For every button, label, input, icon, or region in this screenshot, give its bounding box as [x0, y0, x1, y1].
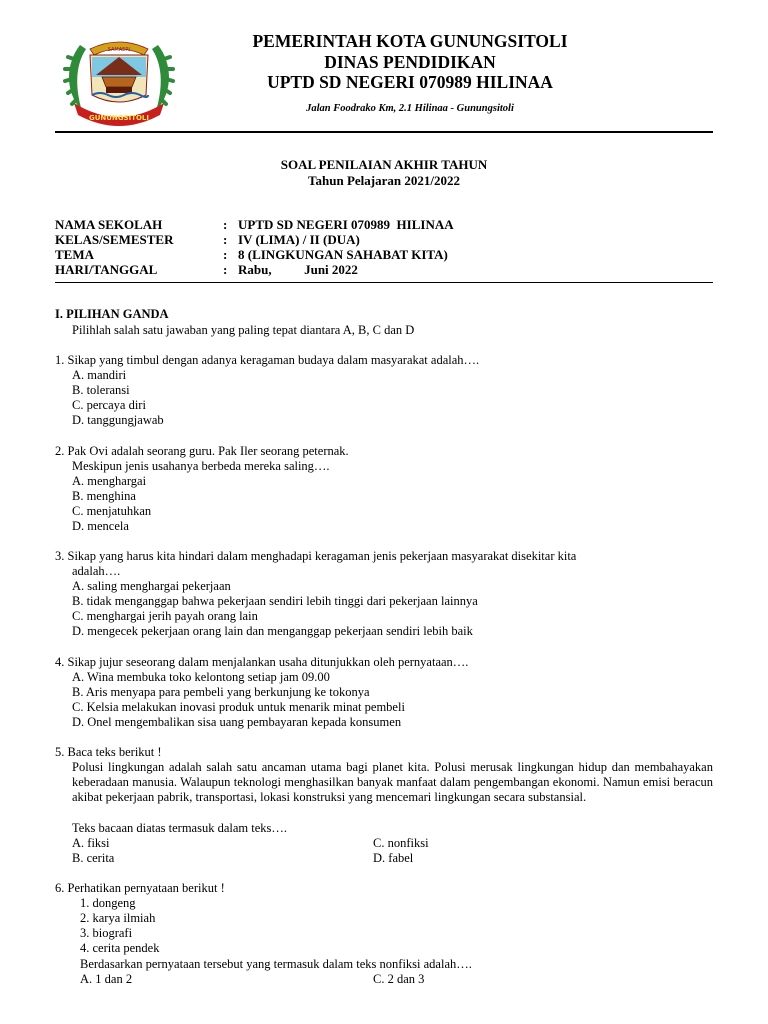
q1-option-d: D. tanggungjawab	[72, 413, 164, 427]
question-2-line2: Meskipun jenis usahanya berbeda mereka saling….	[72, 459, 330, 473]
identity-label: HARI/TANGGAL	[55, 262, 158, 277]
question-2: 2. Pak Ovi adalah seorang guru. Pak Iler seorang peternak.	[55, 444, 349, 458]
identity-value: Rabu, Juni 2022	[238, 262, 358, 277]
question-1: 1. Sikap yang timbul dengan adanya keragaman budaya dalam masyarakat adalah….	[55, 353, 480, 367]
identity-label: KELAS/SEMESTER	[55, 232, 174, 247]
q1-option-b: B. toleransi	[72, 383, 130, 397]
identity-colon: :	[223, 247, 228, 262]
q5-option-c: C. nonfiksi	[373, 836, 429, 850]
logo-top-text: SAMAERI	[107, 47, 131, 53]
q5-option-a: A. fiksi	[72, 836, 110, 850]
question-3-line2: adalah….	[72, 564, 121, 578]
q2-option-d: D. mencela	[72, 519, 129, 533]
q3-option-d: D. mengecek pekerjaan orang lain dan menganggap pekerjaan sendiri lebih baik	[72, 624, 473, 638]
q2-option-c: C. menjatuhkan	[72, 504, 152, 518]
q6-item-1: 1. dongeng	[80, 896, 136, 910]
section-instruction: Pilihlah salah satu jawaban yang paling tepat diantara A, B, C dan D	[72, 323, 415, 337]
identity-row-date	[55, 262, 715, 278]
q4-option-b: B. Aris menyapa para pembeli yang berkunjung ke tokonya	[72, 685, 370, 699]
header-school: UPTD SD NEGERI 070989 HILINAA	[267, 72, 553, 92]
q1-option-c: C. percaya diri	[72, 398, 146, 412]
exam-year: Tahun Pelajaran 2021/2022	[308, 173, 460, 188]
identity-label: TEMA	[55, 247, 94, 262]
q6-question: Berdasarkan pernyataan tersebut yang termasuk dalam teks nonfiksi adalah….	[80, 957, 472, 971]
q6-item-3: 3. biografi	[80, 926, 133, 940]
identity-value: IV (LIMA) / II (DUA)	[238, 232, 360, 247]
identity-row-class	[55, 232, 715, 248]
identity-row-theme	[55, 247, 715, 263]
identity-colon: :	[223, 262, 228, 277]
logo-bottom-text: GUNUNGSITOLI	[88, 114, 150, 122]
section-heading: I. PILIHAN GANDA	[55, 307, 169, 321]
q3-option-a: A. saling menghargai pekerjaan	[72, 579, 231, 593]
q5-question: Teks bacaan diatas termasuk dalam teks….	[72, 821, 288, 835]
question-5: 5. Baca teks berikut !	[55, 745, 162, 759]
header-government: PEMERINTAH KOTA GUNUNGSITOLI	[252, 31, 568, 51]
question-6: 6. Perhatikan pernyataan berikut !	[55, 881, 225, 895]
identity-value: 8 (LINGKUNGAN SAHABAT KITA)	[238, 247, 448, 262]
question-3: 3. Sikap yang harus kita hindari dalam menghadapi keragaman jenis pekerjaan masyarakat disekitar kita	[55, 549, 577, 563]
identity-divider	[55, 282, 713, 283]
q5-option-b: B. cerita	[72, 851, 115, 865]
question-4: 4. Sikap jujur seseorang dalam menjalankan usaha ditunjukkan oleh pernyataan….	[55, 655, 469, 669]
logo-emblem-icon	[60, 33, 178, 129]
q3-option-c: C. menghargai jerih payah orang lain	[72, 609, 258, 623]
identity-label: NAMA SEKOLAH	[55, 217, 163, 232]
header-department: DINAS PENDIDIKAN	[324, 52, 496, 72]
header-divider	[55, 131, 713, 133]
q3-option-b: B. tidak menganggap bahwa pekerjaan sendiri lebih tinggi dari pekerjaan lainnya	[72, 594, 478, 608]
q2-option-b: B. menghina	[72, 489, 136, 503]
q6-item-4: 4. cerita pendek	[80, 941, 160, 955]
header-address: Jalan Foodrako Km, 2.1 Hilinaa - Gunungsitoli	[306, 103, 514, 114]
exam-title: SOAL PENILAIAN AKHIR TAHUN	[280, 157, 488, 172]
q2-option-a: A. menghargai	[72, 474, 147, 488]
q6-option-a: A. 1 dan 2	[80, 972, 133, 986]
q4-option-d: D. Onel mengembalikan sisa uang pembayaran kepada konsumen	[72, 715, 402, 729]
identity-value: UPTD SD NEGERI 070989 HILINAA	[238, 217, 454, 232]
q4-option-a: A. Wina membuka toko kelontong setiap jam 09.00	[72, 670, 330, 684]
q5-option-d: D. fabel	[373, 851, 414, 865]
q6-item-2: 2. karya ilmiah	[80, 911, 156, 925]
q6-option-c: C. 2 dan 3	[373, 972, 425, 986]
q1-option-a: A. mandiri	[72, 368, 127, 382]
identity-colon: :	[223, 217, 228, 232]
q4-option-c: C. Kelsia melakukan inovasi produk untuk menarik minat pembeli	[72, 700, 405, 714]
q5-passage: Polusi lingkungan adalah salah satu ancaman utama bagi planet kita. Polusi merusak lingkungan hidup dan membahayakan keberadaan manusia. Walaupun teknologi menghasilkan banyak manfaat dalam pengembangan ekonomi. Namun emisi beracun akibat pekerjaan pabrik, transportasi, lokasi konstruksi yang mencemari lingkungan secara substansial.	[72, 760, 713, 804]
identity-row-school	[55, 217, 715, 233]
school-logo	[60, 33, 178, 129]
identity-colon: :	[223, 232, 228, 247]
